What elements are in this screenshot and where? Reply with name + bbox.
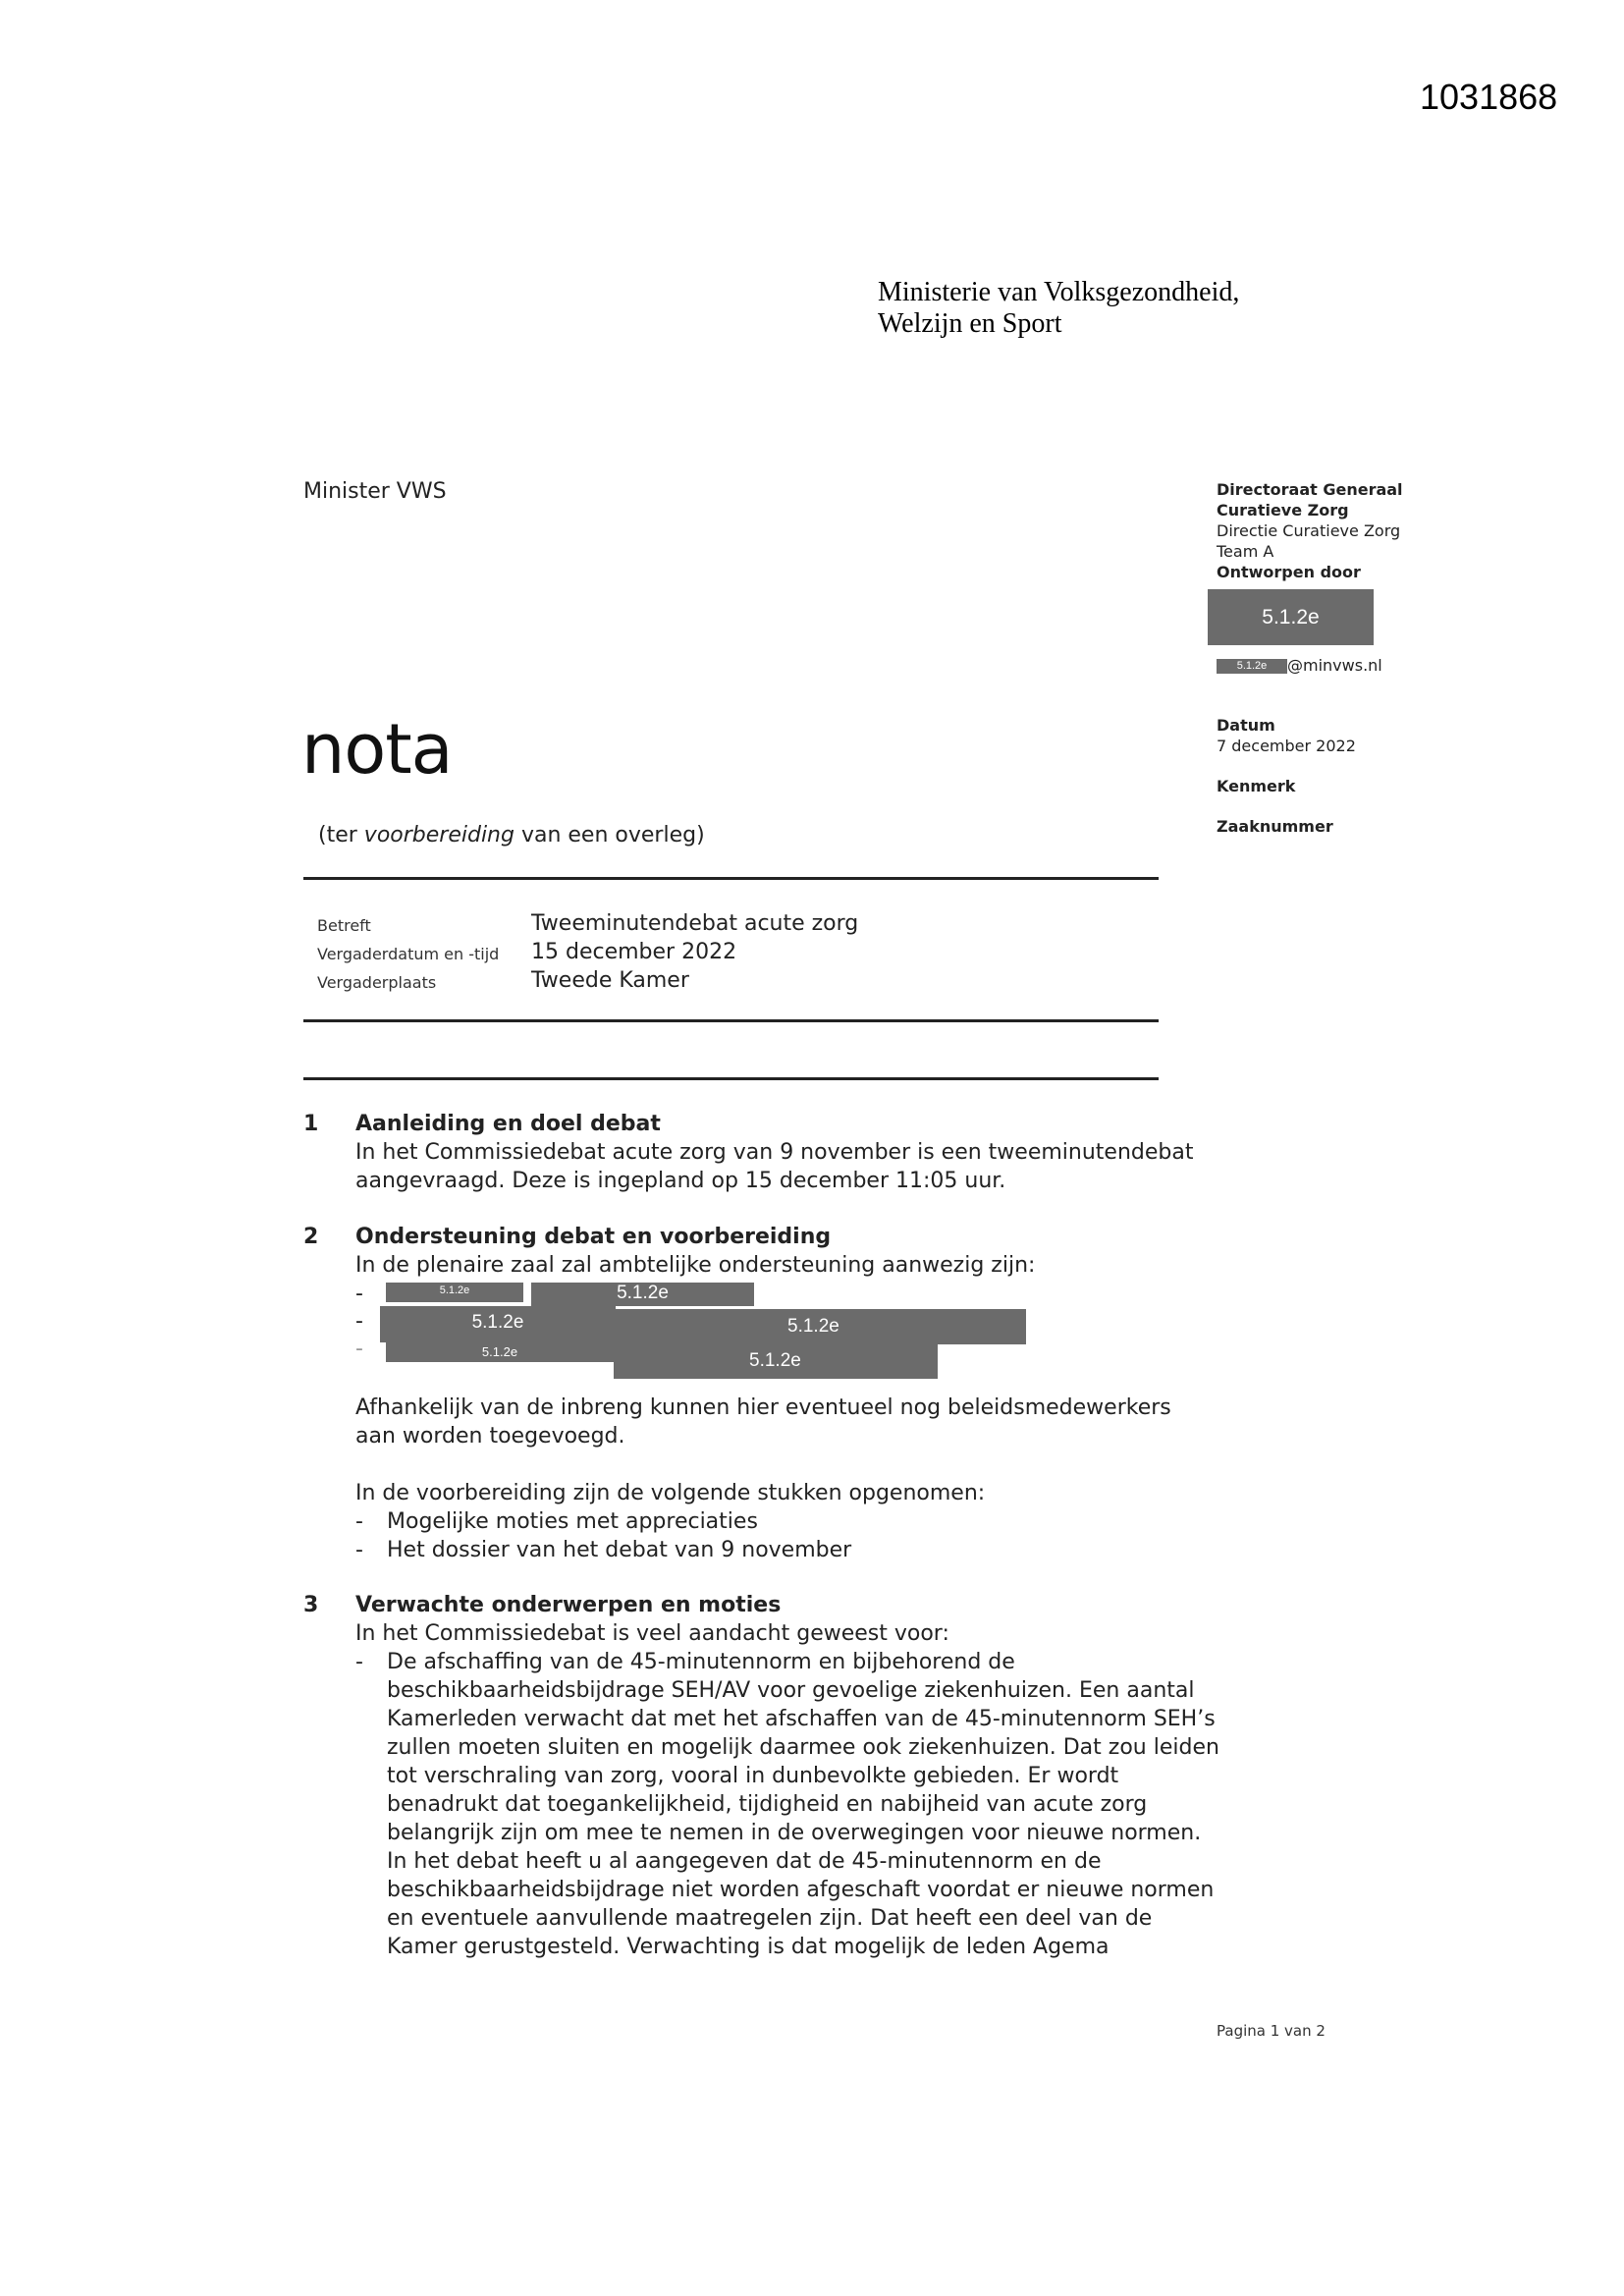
meeting-datetime-label: Vergaderdatum en -tijd <box>317 945 500 963</box>
section-title: Ondersteuning debat en voorbereiding <box>355 1225 832 1249</box>
reference-label: Kenmerk <box>1217 777 1296 795</box>
meeting-place-label: Vergaderplaats <box>317 973 437 992</box>
list-dash: - <box>355 1282 363 1306</box>
sidebar-header <box>1217 479 1452 582</box>
subtitle-suffix: van een overleg) <box>514 823 705 847</box>
drafted-by-label: Ontworpen door <box>1217 563 1361 581</box>
section-intro: In het Commissiedebat is veel aandacht geweest voor: <box>355 1621 949 1646</box>
page-number: Pagina 1 van 2 <box>1217 2022 1326 2040</box>
subtitle-emphasis: voorbereiding <box>363 823 514 847</box>
redaction-block: 5.1.2e <box>614 1309 1026 1344</box>
section-2 <box>303 1223 1207 1566</box>
team: Team A <box>1217 542 1274 561</box>
date-value: 7 december 2022 <box>1217 737 1356 755</box>
meta-labels <box>317 911 499 997</box>
ministry-name-line2: Welzijn en Sport <box>878 308 1062 339</box>
document-title: nota <box>301 709 453 790</box>
section-intro: In de plenaire zaal zal ambtelijke ondersteuning aanwezig zijn: <box>355 1253 1036 1278</box>
list-item: - Het dossier van het debat van 9 november <box>355 1538 852 1562</box>
directorate: Directie Curatieve Zorg <box>1217 521 1401 540</box>
list-item: - De afschaffing van de 45-minutennorm en bijbehorend de beschikbaarheidsbijdrage SEH/AV voor gevoelige ziekenhuizen. Een aantal Kamerleden verwacht dat met het afschaffen van de 45-minutennorm SEH’s zullen moeten sluiten en mogelijk daarmee ook ziekenhuizen. Dat zou leiden tot verschraling van zorg, vooral in dunbevolkte gebieden. Er wordt benadrukt dat toegankelijkheid, tijdigheid en nabijheid van acute zorg belangrijk zijn om mee te nemen in de overwegingen voor nieuwe normen. In het debat heeft u al aangegeven dat de 45-minutennorm en de beschikbaarheidsbijdrage niet worden afgeschaft voordat er nieuwe normen en eventuele aanvullende maatregelen zijn. Dat heeft een deel van de Kamer gerustgesteld. Verwachting is dat mogelijk de leden Agema <box>355 1650 1219 1959</box>
subject-label: Betreft <box>317 916 371 935</box>
redaction-block: 5.1.2e <box>614 1342 938 1379</box>
case-number-label: Zaaknummer <box>1217 817 1333 836</box>
date-label: Datum <box>1217 716 1275 735</box>
email-row <box>1217 656 1382 675</box>
redaction-block: 5.1.2e <box>531 1283 754 1306</box>
topics-list <box>355 1648 1224 1961</box>
ministry-name <box>878 277 1239 340</box>
directorate-general-2: Curatieve Zorg <box>1217 501 1349 519</box>
prep-intro: In de voorbereiding zijn de volgende stukken opgenomen: <box>355 1481 986 1505</box>
section-title: Aanleiding en doel debat <box>355 1112 661 1136</box>
redaction-block: 5.1.2e <box>386 1342 614 1362</box>
list-dash: - <box>355 1309 363 1334</box>
section-number: 3 <box>303 1593 319 1617</box>
section-number: 2 <box>303 1225 319 1249</box>
divider-middle <box>303 1019 1159 1022</box>
subtitle-prefix: (ter <box>318 823 364 847</box>
list-dash: - <box>355 1337 363 1361</box>
meta-values <box>531 909 858 995</box>
document-number: 1031868 <box>1420 77 1558 117</box>
meeting-datetime-value: 15 december 2022 <box>531 940 737 964</box>
directorate-general: Directoraat Generaal <box>1217 480 1403 499</box>
prep-list <box>355 1507 1210 1564</box>
drafted-by-redaction: 5.1.2e <box>1208 589 1374 645</box>
subject-value: Tweeminutendebat acute zorg <box>531 911 859 936</box>
list-item: - Mogelijke moties met appreciaties <box>355 1509 758 1534</box>
section-3 <box>303 1591 1219 1969</box>
section-title: Verwachte onderwerpen en moties <box>355 1593 782 1617</box>
divider-top <box>303 877 1159 880</box>
section-paragraph: Afhankelijk van de inbreng kunnen hier eventueel nog beleidsmedewerkers aan worden toegevoegd. <box>355 1395 1171 1449</box>
meeting-place-value: Tweede Kamer <box>531 968 689 993</box>
redacted-staff-list <box>355 1280 1210 1371</box>
section-text: In het Commissiedebat acute zorg van 9 november is een tweeminutendebat aangevraagd. Deze is ingepland op 15 december 11:05 uur. <box>355 1140 1194 1193</box>
document-subtitle <box>318 823 705 847</box>
date-block <box>1217 715 1356 756</box>
email-suffix: @minvws.nl <box>1287 656 1382 675</box>
ministry-name-line1: Ministerie van Volksgezondheid, <box>878 277 1240 307</box>
divider-bottom <box>303 1077 1159 1080</box>
redaction-block: 5.1.2e <box>386 1283 523 1302</box>
email-redaction: 5.1.2e <box>1217 659 1287 674</box>
addressee: Minister VWS <box>303 479 447 504</box>
redaction-block: 5.1.2e <box>380 1306 616 1342</box>
section-1 <box>303 1110 1207 1198</box>
section-number: 1 <box>303 1112 319 1136</box>
